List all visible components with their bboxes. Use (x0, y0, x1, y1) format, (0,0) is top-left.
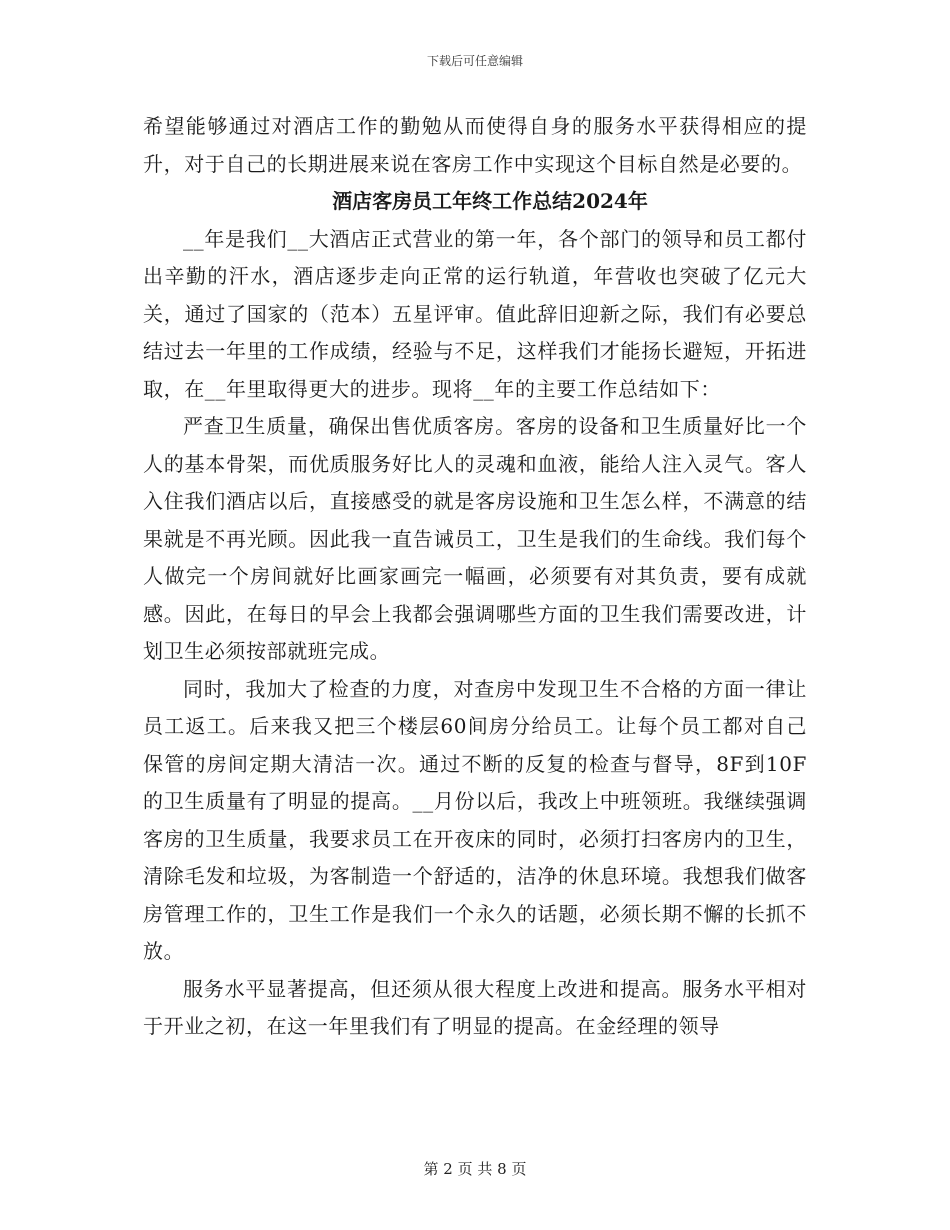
document-title: 酒店客房员工年终工作总结2024年 (332, 189, 648, 213)
body-paragraph-2: 严查卫生质量，确保出售优质客房。客房的设备和卫生质量好比一个人的基本骨架，而优质服务好比人的灵魂和血液，能给人注入灵气。客人入住我们酒店以后，直接感受的就是客房设施和卫生怎么样，不满意的结果就是不再光顾。因此我一直告诫员工，卫生是我们的生命线。我们每个人做完一个房间就好比画家画完一幅画，必须要有对其负责，要有成就感。因此，在每日的早会上我都会强调哪些方面的卫生我们需要改进，计划卫生必须按部就班完成。 (143, 414, 807, 663)
page-number-footer: 第 2 页 共 8 页 (423, 1160, 527, 1178)
document-body (143, 108, 807, 1046)
intro-paragraph: 希望能够通过对酒店工作的勤勉从而使得自身的服务水平获得相应的提升，对于自己的长期进展来说在客房工作中实现这个目标自然是必要的。 (143, 114, 807, 176)
body-paragraph-1: __年是我们__大酒店正式营业的第一年，各个部门的领导和员工都付出辛勤的汗水，酒店逐步走向正常的运行轨道，年营收也突破了亿元大关，通过了国家的（范本）五星评审。值此辞旧迎新之际，我们有必要总结过去一年里的工作成绩，经验与不足，这样我们才能扬长避短，开拓进取，在__年里取得更大的进步。现将__年的主要工作总结如下： (143, 226, 807, 401)
body-paragraph-4: 服务水平显著提高，但还须从很大程度上改进和提高。服务水平相对于开业之初，在这一年里我们有了明显的提高。在金经理的领导 (143, 976, 807, 1038)
body-paragraph-3: 同时，我加大了检查的力度，对查房中发现卫生不合格的方面一律让员工返工。后来我又把三个楼层60间房分给员工。让每个员工都对自己保管的房间定期大清洁一次。通过不断的反复的检查与督导，8F到10F的卫生质量有了明显的提高。__月份以后，我改上中班领班。我继续强调客房的卫生质量，我要求员工在开夜床的同时，必须打扫客房内的卫生，清除毛发和垃圾，为客制造一个舒适的，洁净的休息环境。我想我们做客房管理工作的，卫生工作是我们一个永久的话题，必须长期不懈的长抓不放。 (143, 676, 807, 963)
page-header-note: 下载后可任意编辑 (426, 54, 523, 68)
